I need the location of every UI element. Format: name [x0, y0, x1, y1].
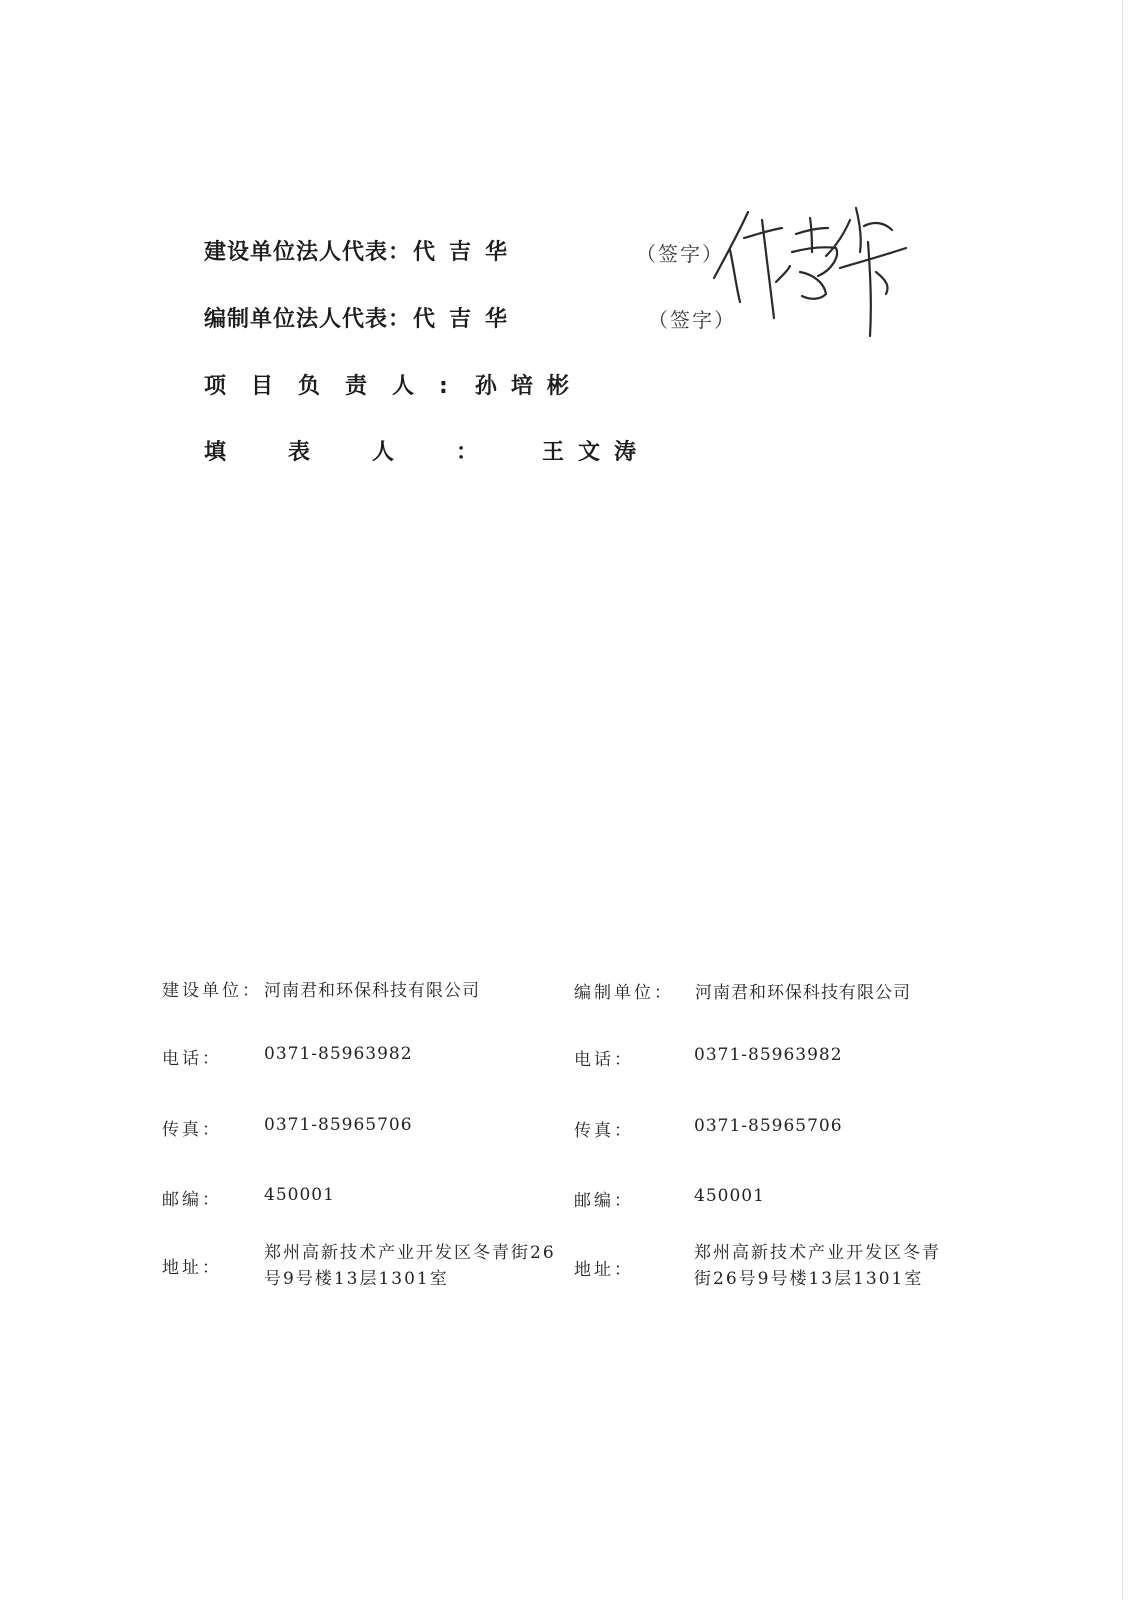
- compiler-rep-row: [204, 303, 521, 337]
- form-filler-label: [204, 436, 540, 470]
- right-fax-value: 0371-85965706: [694, 1116, 843, 1136]
- form-filler-label-text: 填表人：: [204, 440, 541, 465]
- compiler-rep-label: 编制单位法人代表：: [204, 307, 412, 332]
- project-lead-row: [204, 370, 583, 404]
- compiler-rep-name: 代吉华: [413, 307, 522, 332]
- left-address-value: 郑州高新技术产业开发区冬青街26号9号楼13层1301室: [264, 1243, 556, 1289]
- form-filler-row: [204, 436, 650, 470]
- left-phone-label: 电话：: [162, 1049, 222, 1069]
- right-phone-value: 0371-85963982: [694, 1045, 843, 1065]
- right-postcode-label: 邮编：: [574, 1191, 634, 1211]
- construction-rep-sign-note: （签字）: [636, 242, 724, 266]
- left-postcode-label: 邮编：: [162, 1190, 222, 1210]
- form-filler-name: 王文涛: [542, 440, 651, 465]
- right-postcode-value: 450001: [694, 1186, 765, 1206]
- left-fax-label: 传真：: [162, 1120, 222, 1140]
- left-unit-value: 河南君和环保科技有限公司: [264, 981, 480, 1001]
- right-phone-label: 电话：: [574, 1050, 634, 1070]
- right-unit-label: 编制单位：: [574, 983, 674, 1003]
- right-address-label: 地址：: [574, 1260, 634, 1280]
- construction-rep-name: 代吉华: [413, 240, 522, 265]
- construction-rep-row: [204, 236, 521, 270]
- right-address-value: 郑州高新技术产业开发区冬青街26号9号楼13层1301室: [694, 1243, 941, 1289]
- left-postcode-value: 450001: [264, 1185, 335, 1205]
- project-lead-name: 孙培彬: [474, 374, 583, 399]
- project-lead-label: 项目负责人:: [204, 374, 473, 399]
- left-address-label: 地址：: [162, 1258, 222, 1278]
- left-fax-value: 0371-85965706: [264, 1115, 413, 1135]
- construction-rep-label: 建设单位法人代表：: [204, 240, 412, 265]
- right-fax-label: 传真：: [574, 1121, 634, 1141]
- handwritten-signature: [700, 190, 920, 340]
- compiler-rep-sign-note: （签字）: [648, 308, 736, 332]
- left-phone-value: 0371-85963982: [264, 1044, 413, 1064]
- scan-edge-line: [1122, 0, 1123, 1600]
- left-unit-label: 建设单位：: [162, 981, 262, 1001]
- right-unit-value: 河南君和环保科技有限公司: [695, 983, 911, 1003]
